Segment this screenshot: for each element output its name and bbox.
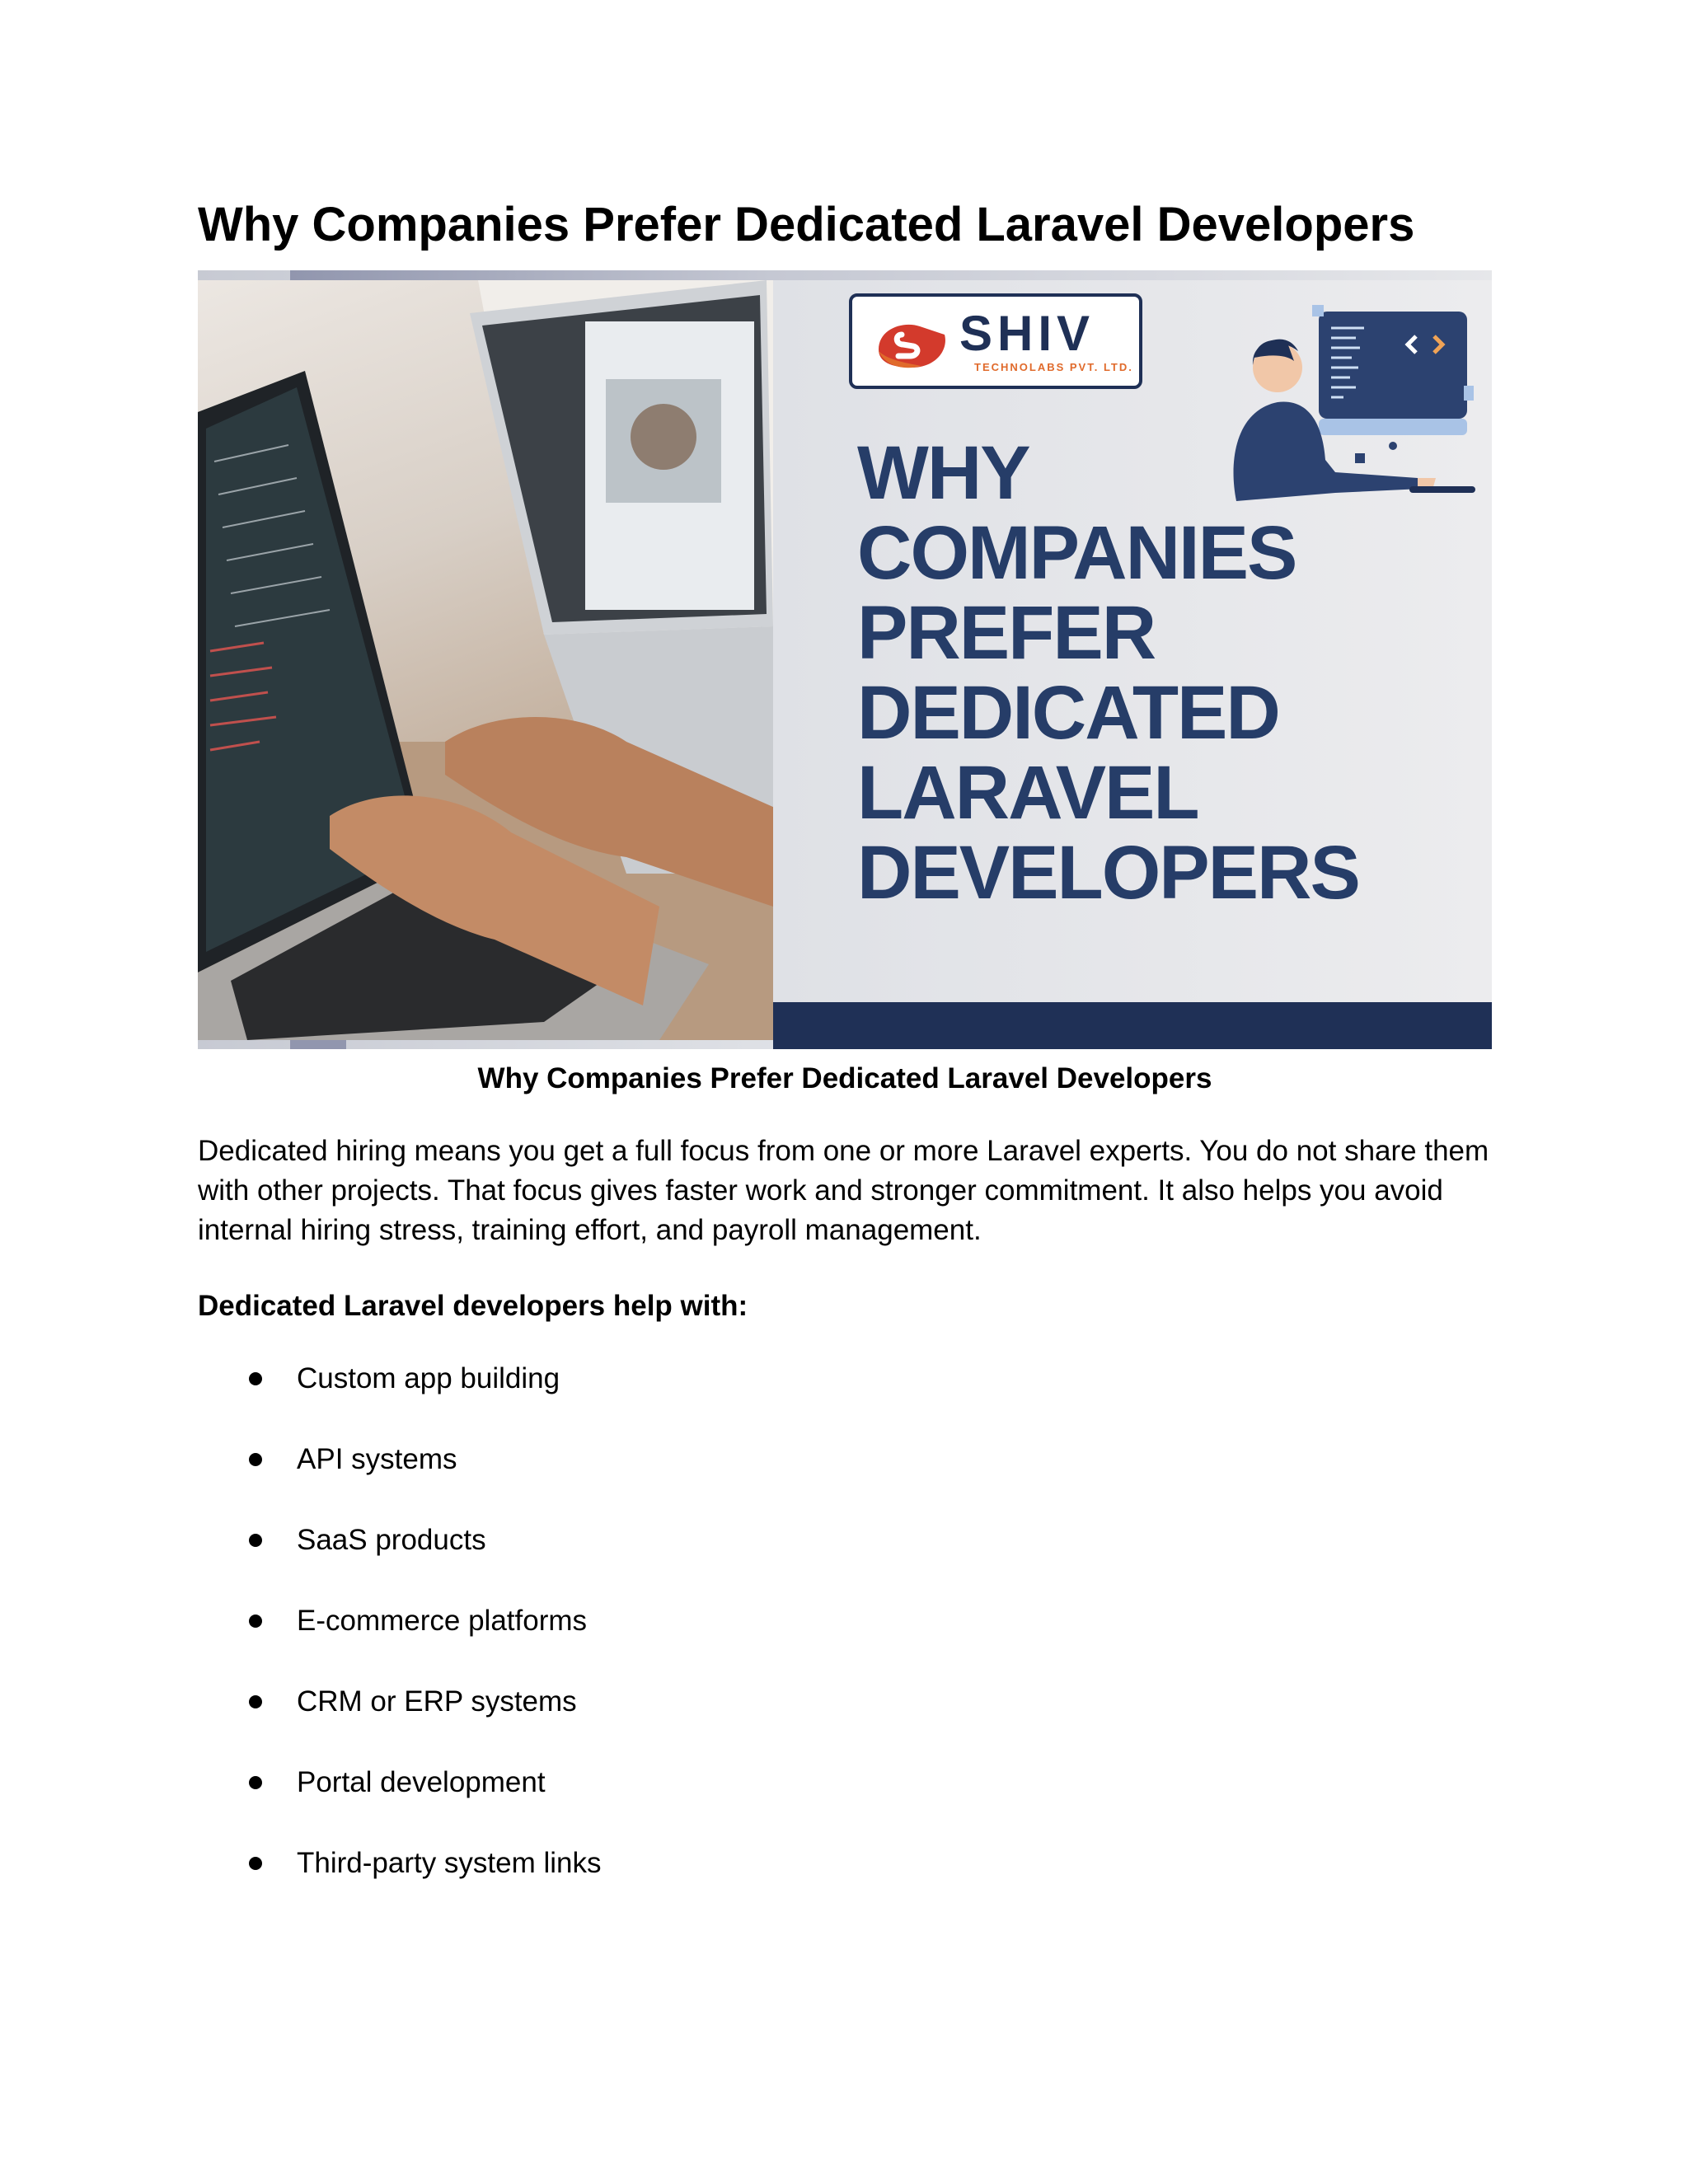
banner-heading-line: LARAVEL <box>857 751 1198 835</box>
list-item-text: SaaS products <box>297 1524 486 1556</box>
image-caption: Why Companies Prefer Dedicated Laravel Developers <box>477 1062 1212 1094</box>
developer-at-monitor-icon <box>1220 295 1484 518</box>
bullet-icon <box>249 1776 262 1789</box>
bullet-icon <box>249 1534 262 1547</box>
banner-heading-line: COMPANIES <box>857 511 1296 595</box>
banner-bottom-strip <box>290 1039 346 1049</box>
bullet-icon <box>249 1615 262 1628</box>
body-paragraph: Dedicated hiring means you get a full focus from one or more Laravel experts. You do not share them with other projects. That focus gives faster work and stronger commitment. It also helps you avoid internal hiring stress, training effort, and payroll management. <box>198 1135 1489 1246</box>
bullet-icon <box>249 1453 262 1466</box>
list-item-text: CRM or ERP systems <box>297 1685 577 1718</box>
banner-heading-line: WHY <box>857 431 1029 515</box>
list-item-text: Portal development <box>297 1766 546 1798</box>
logo-name: SHIV <box>959 306 1095 361</box>
laptop-photo <box>198 280 773 1040</box>
banner-heading-line: DEVELOPERS <box>857 831 1359 915</box>
list-heading: Dedicated Laravel developers help with: <box>198 1290 748 1322</box>
laptops-illustration <box>198 280 773 1040</box>
list-item-text: E-commerce platforms <box>297 1605 588 1637</box>
shiv-logo-icon <box>870 316 953 374</box>
document-title: Why Companies Prefer Dedicated Laravel Developers <box>198 198 1415 251</box>
list-item-text: API systems <box>297 1443 457 1475</box>
banner-heading-line: PREFER <box>857 591 1156 675</box>
company-logo <box>849 293 1142 389</box>
bullet-icon <box>249 1857 262 1870</box>
list-item-text: Third-party system links <box>297 1847 602 1879</box>
bullet-icon <box>249 1372 262 1385</box>
logo-subtitle: TECHNOLABS PVT. LTD. <box>974 361 1133 373</box>
banner-heading-line: DEDICATED <box>857 671 1279 755</box>
bullet-icon <box>249 1695 262 1708</box>
banner-image <box>198 270 1492 1049</box>
banner-bottom-bar <box>773 1002 1492 1049</box>
banner-top-strip <box>290 270 1492 280</box>
list-item-text: Custom app building <box>297 1362 560 1394</box>
